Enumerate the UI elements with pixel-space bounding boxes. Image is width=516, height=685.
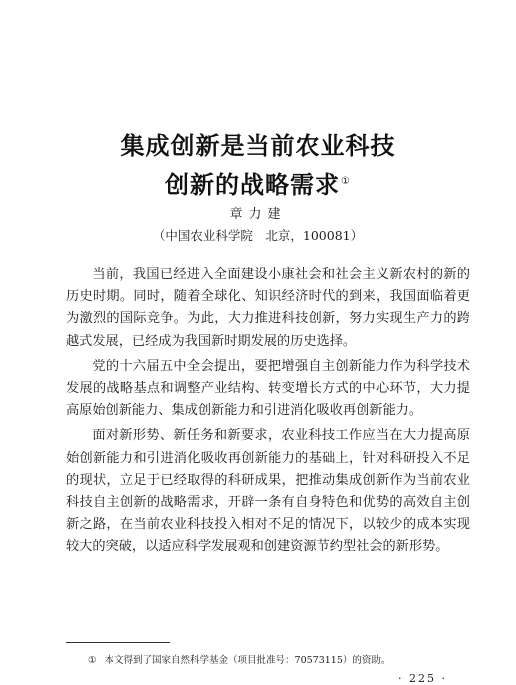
body-paragraph-3: 面对新形势、新任务和新要求，农业科技工作应当在大力提高原始创新能力和引进消化吸收再创新能力的基础上，针对科研投入不足的现状，立足于已经取得的科研成果，把推动集成创新作为当前农业科技自主创新的战略需求，开辟一条有自身特色和优势的高效自主创新之路，在当前农业科技投入相对不足的情况下，以较少的成本实现较大的突破，以适应科学发展观和创建资源节约型社会的新形势。 bbox=[66, 428, 470, 555]
footnote-marker: ① bbox=[88, 655, 97, 666]
article-body bbox=[66, 264, 470, 562]
footnote-text: 本文得到了国家自然科学基金（项目批准号：70573115）的资助。 bbox=[104, 655, 391, 666]
author-name: 章力建 bbox=[229, 207, 287, 222]
footnote bbox=[88, 652, 390, 666]
title-line-1: 集成创新是当前农业科技 bbox=[120, 132, 396, 160]
body-paragraph-1: 当前，我国已经进入全面建设小康社会和社会主义新农村的新的历史时期。同时，随着全球化、知识经济时代的到来，我国面临着更为激烈的国际竞争。为此，大力推进科技创新，努力实现生产力的跨越式发展，已经成为我国新时期发展的历史选择。 bbox=[66, 267, 470, 349]
article-title bbox=[0, 128, 516, 203]
title-line-2 bbox=[0, 164, 516, 203]
title-footnote-marker: ① bbox=[341, 176, 351, 187]
author-affiliation: （中国农业科学院 北京，100081） bbox=[152, 228, 364, 243]
footnote-divider bbox=[66, 642, 170, 643]
title-line-2-text: 创新的战略需求 bbox=[165, 171, 341, 199]
page-number: · 225 · bbox=[398, 672, 447, 685]
body-paragraph-2: 党的十六届五中全会提出，要把增强自主创新能力作为科学技术发展的战略基点和调整产业结构、转变增长方式的中心环节，大力提高原始创新能力、集成创新能力和引进消化吸收再创新能力。 bbox=[66, 358, 470, 419]
